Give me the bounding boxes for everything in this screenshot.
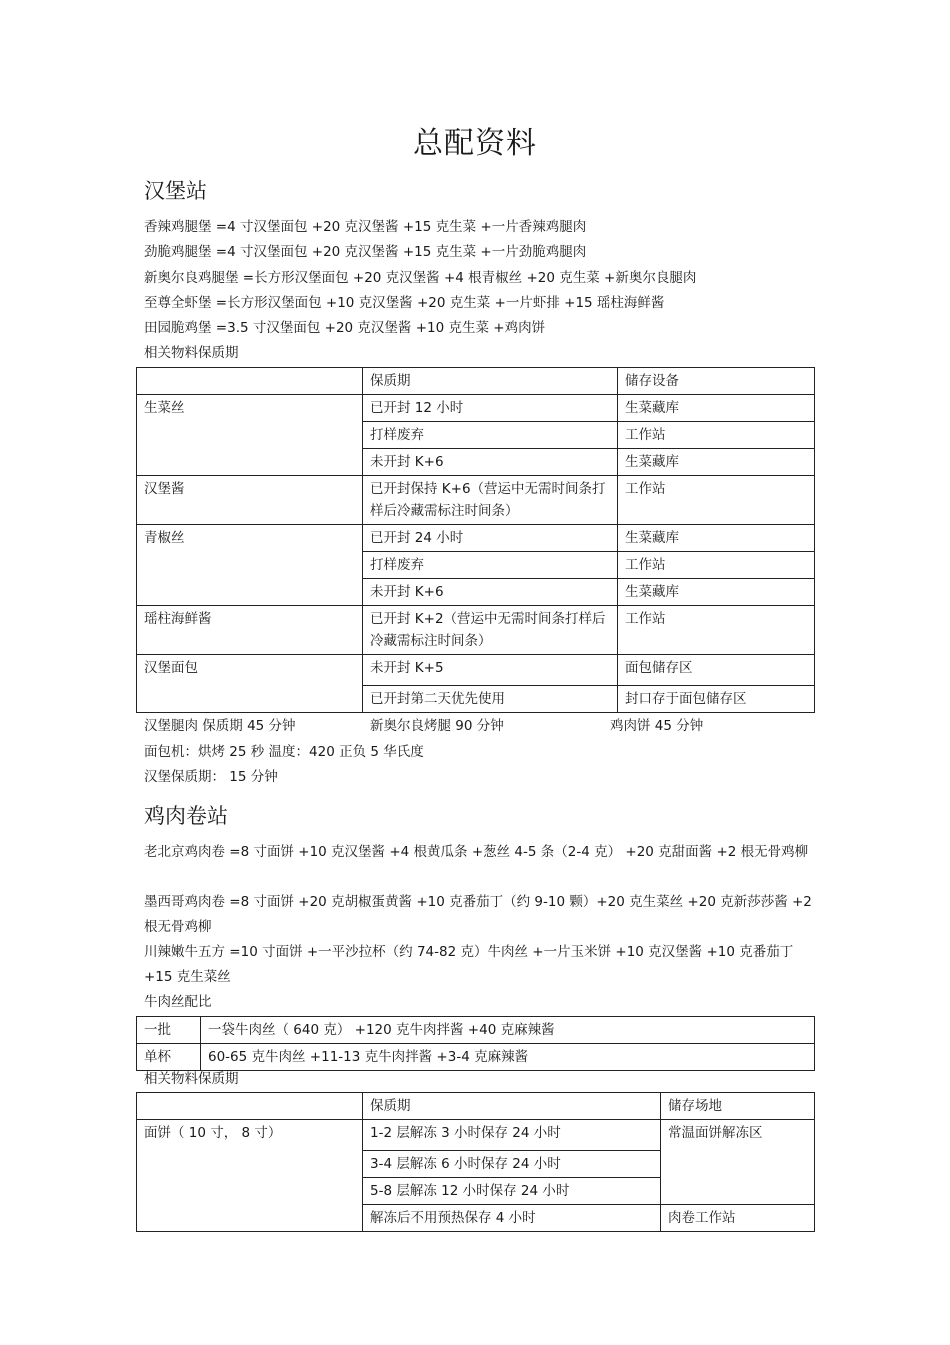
table-row <box>137 1120 815 1151</box>
burger-shelf-life-table <box>136 367 815 713</box>
table-row <box>137 1017 815 1044</box>
recipe-line: 田园脆鸡堡 =3.5 寸汉堡面包 +20 克汉堡酱 +10 克生菜 +鸡肉饼 <box>144 320 546 336</box>
note-orleans: 新奥尔良烤腿 90 分钟 <box>370 718 504 734</box>
recipe-line: 香辣鸡腿堡 =4 寸汉堡面包 +20 克汉堡酱 +15 克生菜 +一片香辣鸡腿肉 <box>144 219 587 235</box>
note-patty: 鸡肉饼 45 分钟 <box>610 718 704 734</box>
recipe-line: 老北京鸡肉卷 =8 寸面饼 +10 克汉堡酱 +4 根黄瓜条 +葱丝 4-5 条（2-4 克） +20 克甜面酱 +2 根无骨鸡柳 <box>144 844 809 860</box>
recipe-line: 川辣嫩牛五方 =10 寸面饼 +一平沙拉杯（约 74-82 克）牛肉丝 +一片玉米饼 +10 克汉堡酱 +10 克番茄丁 +15 克生菜丝 <box>144 944 794 985</box>
table-header-row <box>137 1093 815 1120</box>
item-name-cell: 面饼（ 10 寸， 8 寸） <box>137 1120 363 1232</box>
table-cell: 打样废弃 <box>363 422 618 449</box>
item-name-cell: 汉堡面包 <box>137 655 363 713</box>
table-cell: 封口存于面包储存区 <box>618 686 815 713</box>
table-cell: 面包储存区 <box>618 655 815 686</box>
item-name-cell: 汉堡酱 <box>137 476 363 525</box>
table-cell: 一袋牛肉丝（ 640 克） +120 克牛肉拌酱 +40 克麻辣酱 <box>201 1017 815 1044</box>
note-toaster: 面包机：烘烤 25 秒 温度：420 正负 5 华氏度 <box>144 744 424 760</box>
table-cell: 生菜藏库 <box>618 449 815 476</box>
table-cell: 工作站 <box>618 476 815 525</box>
table-cell: 未开封 K+6 <box>363 579 618 606</box>
table-cell: 未开封 K+6 <box>363 449 618 476</box>
recipe-line: 墨西哥鸡肉卷 =8 寸面饼 +20 克胡椒蛋黄酱 +10 克番茄丁（约 9-10 颗）+20 克生菜丝 +20 克新莎莎酱 +2 根无骨鸡柳 <box>144 894 812 935</box>
table-header-row <box>137 368 815 395</box>
table-cell: 一批 <box>137 1017 201 1044</box>
recipe-line: 劲脆鸡腿堡 =4 寸汉堡面包 +20 克汉堡酱 +15 克生菜 +一片劲脆鸡腿肉 <box>144 244 587 260</box>
item-name-cell: 青椒丝 <box>137 525 363 606</box>
recipe-line: 新奥尔良鸡腿堡 =长方形汉堡面包 +20 克汉堡酱 +4 根青椒丝 +20 克生菜 +新奥尔良腿肉 <box>144 270 697 286</box>
table-cell: 1-2 层解冻 3 小时保存 24 小时 <box>363 1120 661 1151</box>
table-cell: 已开封 12 小时 <box>363 395 618 422</box>
table-cell: 单杯 <box>137 1044 201 1071</box>
table-cell: 60-65 克牛肉丝 +11-13 克牛肉拌酱 +3-4 克麻辣酱 <box>201 1044 815 1071</box>
note-thigh: 汉堡腿肉 保质期 45 分钟 <box>144 718 296 734</box>
item-name-cell: 瑶柱海鲜酱 <box>137 606 363 655</box>
burger-station-heading: 汉堡站 <box>144 179 207 203</box>
table-cell: 生菜藏库 <box>618 525 815 552</box>
table-cell: 肉卷工作站 <box>661 1205 815 1232</box>
note-burger-life: 汉堡保质期： 15 分钟 <box>144 769 278 785</box>
shelf-life-caption: 相关物料保质期 <box>144 345 239 361</box>
ratio-caption: 牛肉丝配比 <box>144 994 212 1010</box>
shelf-life-caption: 相关物料保质期 <box>144 1071 239 1087</box>
header-cell: 保质期 <box>363 1093 661 1120</box>
header-cell <box>137 368 363 395</box>
table-cell: 打样废弃 <box>363 552 618 579</box>
table-cell: 已开封 24 小时 <box>363 525 618 552</box>
table-cell: 3-4 层解冻 6 小时保存 24 小时 <box>363 1151 661 1178</box>
table-cell: 未开封 K+5 <box>363 655 618 686</box>
table-cell: 已开封保持 K+6（营运中无需时间条打样后冷藏需标注时间条） <box>363 476 618 525</box>
table-cell: 生菜藏库 <box>618 395 815 422</box>
table-cell: 常温面饼解冻区 <box>661 1120 815 1205</box>
header-cell: 储存设备 <box>618 368 815 395</box>
table-cell: 生菜藏库 <box>618 579 815 606</box>
table-cell: 已开封第二天优先使用 <box>363 686 618 713</box>
wrap-shelf-life-table <box>136 1092 815 1232</box>
table-row <box>137 476 815 525</box>
table-cell: 5-8 层解冻 12 小时保存 24 小时 <box>363 1178 661 1205</box>
header-cell: 储存场地 <box>661 1093 815 1120</box>
wrap-station-heading: 鸡肉卷站 <box>144 804 228 828</box>
header-cell: 保质期 <box>363 368 618 395</box>
table-cell: 工作站 <box>618 606 815 655</box>
table-cell: 工作站 <box>618 422 815 449</box>
table-cell: 已开封 K+2（营运中无需时间条打样后冷藏需标注时间条） <box>363 606 618 655</box>
item-name-cell: 生菜丝 <box>137 395 363 476</box>
table-row <box>137 525 815 552</box>
table-row <box>137 606 815 655</box>
header-cell <box>137 1093 363 1120</box>
table-cell: 解冻后不用预热保存 4 小时 <box>363 1205 661 1232</box>
beef-ratio-table <box>136 1016 815 1071</box>
page-title: 总配资料 <box>413 126 537 161</box>
recipe-line: 至尊全虾堡 =长方形汉堡面包 +10 克汉堡酱 +20 克生菜 +一片虾排 +15 瑶柱海鲜酱 <box>144 295 665 311</box>
table-row <box>137 655 815 686</box>
table-cell: 工作站 <box>618 552 815 579</box>
table-row <box>137 395 815 422</box>
